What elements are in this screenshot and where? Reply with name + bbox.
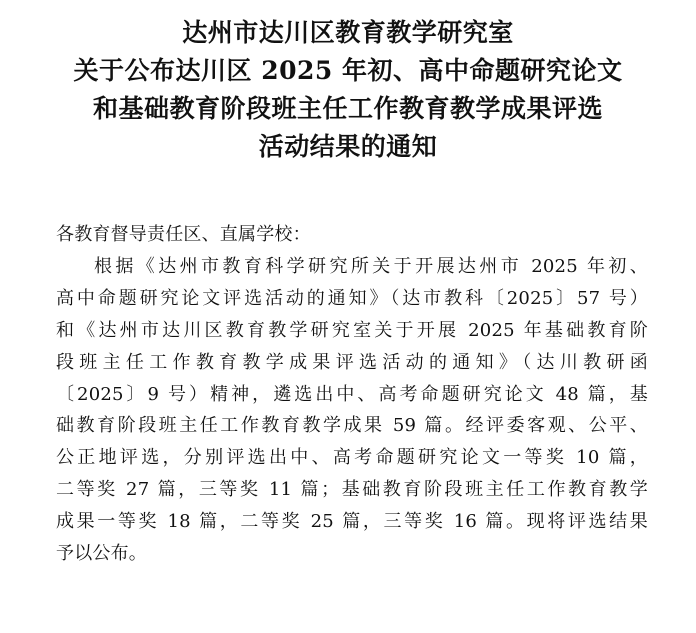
paragraph-line: 予以公布。 (56, 543, 147, 565)
title-line: 活动结果的通知 (258, 132, 438, 161)
title-line: 关于公布达川区 2025 年初、高中命题研究论文 (73, 56, 623, 85)
notice-title (0, 14, 696, 166)
paragraph-line: 成果一等奖 18 篇，二等奖 25 篇，三等奖 16 篇。现将评选结果 (56, 511, 648, 533)
body-paragraph (56, 251, 648, 570)
paragraph-line: 段班主任工作教育教学成果评选活动的通知》（达川教研函 (56, 351, 648, 373)
paragraph-line: 〔2025〕9 号）精神，遴选出中、高考命题研究论文 48 篇，基 (56, 383, 648, 405)
paragraph-line: 公正地评选，分别评选出中、高考命题研究论文一等奖 10 篇， (56, 447, 648, 469)
paragraph-line: 二等奖 27 篇，三等奖 11 篇；基础教育阶段班主任工作教育教学 (56, 479, 648, 501)
paragraph-line: 和《达州市达川区教育教学研究室关于开展 2025 年基础教育阶 (56, 319, 648, 341)
title-line: 和基础教育阶段班主任工作教育教学成果评选 (92, 94, 603, 123)
paragraph-line: 根据《达州市教育科学研究所关于开展达州市 2025 年初、 (94, 255, 648, 277)
paragraph-line: 础教育阶段班主任工作教育教学成果 59 篇。经评委客观、公平、 (56, 415, 648, 437)
notice-body (56, 219, 648, 570)
title-line: 达州市达川区教育教学研究室 (182, 18, 514, 47)
salutation: 各教育督导责任区、直属学校： (56, 224, 311, 245)
paragraph-line: 高中命题研究论文评选活动的通知》（达市教科〔2025〕57 号） (56, 287, 648, 309)
